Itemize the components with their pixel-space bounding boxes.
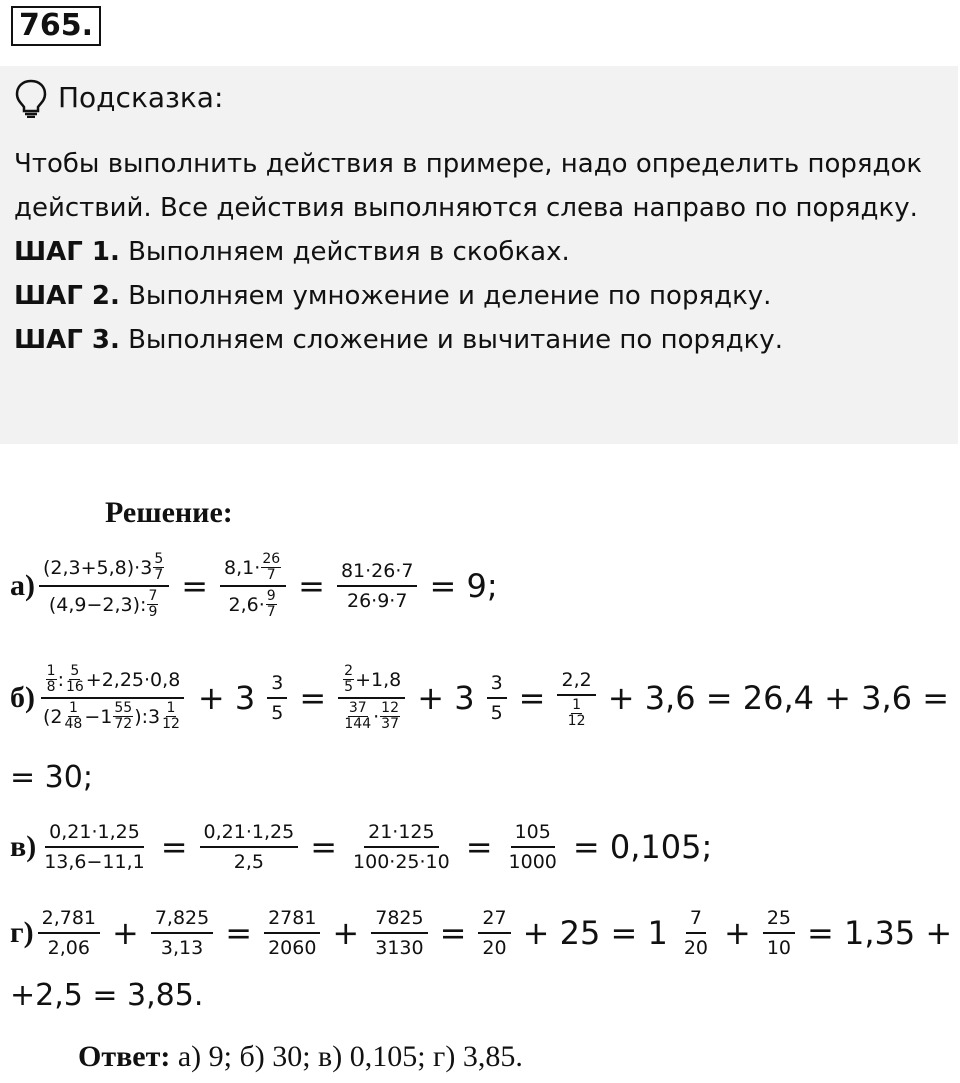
hint-title: Подсказка: [58,81,224,114]
fraction: $\frac{0,21\cdot 1,25}{2,5}$ [200,820,299,874]
solution-a: а) (2,3+5,8)·3 5 7 (4,9−2,3): 7 9 = 8,1· 26 7 2,6· 9 7 = $\frac{81\cdot 26\cdot 7}{26\cdot 9\cdot 7}$ = 9; [10,551,498,620]
label-b: б) [10,681,35,714]
result-v: = 0,105; [572,828,713,866]
fraction: 2,2 1 12 [557,668,595,729]
step-label: ШАГ 1. [14,237,120,267]
hint-step-3 [14,318,954,362]
fraction: 1 8 : 5 16 +2,25·0,8 (2 1 48 −1 55 72 ):3 1 12 [39,664,186,732]
lightbulb-icon [14,78,48,118]
label-a: а) [10,569,35,602]
fraction: $\frac{7,825}{3,13}$ [151,906,213,960]
hint-step-1 [14,230,954,274]
hint-box [0,66,958,444]
fraction: $\frac{81\cdot 26\cdot 7}{26\cdot 9\cdot 7}$ [337,559,418,613]
problem-number: 765. [11,6,101,46]
step-text: Выполняем действия в скобках. [119,237,570,267]
fraction: $\frac{3}{5}$ [267,671,287,725]
fraction: $\frac{105}{1000}$ [508,821,557,873]
step-label: ШАГ 2. [14,281,120,311]
fraction: 2 5 +1,8 37 144 · 12 37 [338,664,405,732]
fraction: $\frac{27}{20}$ [478,906,510,960]
fraction: $\frac{7825}{3130}$ [371,906,427,960]
hint-header [14,78,223,118]
solution-g-cont: +2,5 = 3,85. [10,978,204,1013]
answer-text: а) 9; б) 30; в) 0,105; г) 3,85. [170,1040,523,1073]
fraction: $\frac{3}{5}$ [487,671,507,725]
solution-g: г) $\frac{2,781}{2,06}$ + $\frac{7,825}{3,13}$ = $\frac{2781}{2060}$ + $\frac{7825}{3130}$ = $\frac{27}{20}$ + 25 = 1 $\frac{7}{20}$ + $\frac{25}{10}$ = 1,35 + [10,907,953,959]
label-v: в) [10,830,37,863]
fraction: $\frac{2,781}{2,06}$ [38,906,100,960]
solution-b: б) 1 8 : 5 16 +2,25·0,8 (2 1 48 −1 55 72 ):3 1 12 + 3 $\frac{3}{5}$ = 2 5 +1,8 37 144 · 12 37 + 3 $\frac{3}{5}$ = 2,2 1 12 + 3,6 = 26,4 + 3,6 = [10,663,950,732]
solution-v: в) $\frac{0,21\cdot 1,25}{13,6-11,1}$ = $\frac{0,21\cdot 1,25}{2,5}$ = $\frac{21\cdot 125}{100\cdot 25\cdot 10}$ = $\frac{105}{1000}$ = 0,105; [10,821,713,873]
fraction: $\frac{7}{20}$ [683,907,708,959]
answer-label: Ответ: [78,1040,171,1073]
hint-step-2 [14,274,954,318]
label-g: г) [10,916,34,949]
step-text: Выполняем умножение и деление по порядку. [119,281,772,311]
step-label: ШАГ 3. [14,325,120,355]
result-a: = 9; [429,567,498,605]
step-text: Выполняем сложение и вычитание по порядку. [119,325,783,355]
solution-title: Решение: [105,496,233,529]
fraction: 8,1· 26 7 2,6· 9 7 [220,552,286,620]
solution-b-cont: = 30; [10,760,93,795]
fraction: $\frac{25}{10}$ [763,906,795,960]
fraction: (2,3+5,8)·3 5 7 (4,9−2,3): 7 9 [39,552,169,620]
fraction: $\frac{0,21\cdot 1,25}{13,6-11,1}$ [44,821,145,873]
fraction: $\frac{2781}{2060}$ [264,906,320,960]
fraction: $\frac{21\cdot 125}{100\cdot 25\cdot 10}$ [353,821,450,873]
hint-paragraph: Чтобы выполнить действия в примере, надо определить порядок действий. Все действия выполняются слева направо по порядку. [14,149,923,223]
hint-text [14,142,954,362]
answer [78,1040,523,1074]
